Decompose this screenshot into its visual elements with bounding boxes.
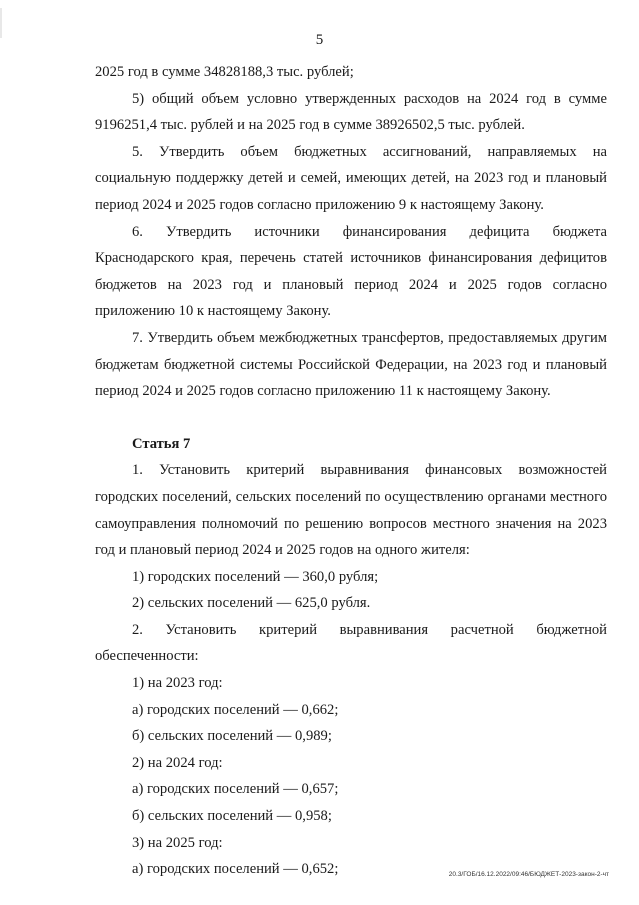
paragraph: б) сельских поселений — 0,958;: [132, 808, 332, 825]
page-number: 5: [315, 32, 324, 48]
paragraph: 2) сельских поселений — 625,0 рубля.: [132, 595, 371, 612]
body-text: [95, 59, 607, 883]
paragraph: 6. Утвердить источники финансирования дефицита бюджета Краснодарского края, перечень статей источников финансирования дефицитов бюджетов на 2023 год и плановый период 2024 и 2025 годов согласно приложению 10 к настоящему Закону.: [95, 223, 607, 320]
paragraph: 1) городских поселений — 360,0 рубля;: [132, 568, 379, 585]
paragraph: 5) общий объем условно утвержденных расходов на 2024 год в сумме 9196251,4 тыс. рублей и на 2025 год в сумме 38926502,5 тыс. рублей.: [95, 90, 607, 134]
paragraph: а) городских поселений — 0,652;: [132, 861, 339, 878]
paragraph: 2) на 2024 год:: [132, 754, 223, 771]
paragraph: 3) на 2025 год:: [132, 834, 223, 851]
paragraph: 2. Установить критерий выравнивания расчетной бюджетной обеспеченности:: [95, 621, 607, 665]
article-heading: Статья 7: [132, 435, 191, 452]
paragraph: 1. Установить критерий выравнивания финансовых возможностей городских поселений, сельских поселений по осуществлению органами местного самоуправления полномочий по решению вопросов местного значения на 2023 год и плановый период 2024 и 2025 годов на одного жителя:: [95, 462, 607, 559]
paragraph: а) городских поселений — 0,657;: [132, 781, 339, 798]
document-footer-code: 20.3/ГОБ/16.12.2022/09:46/БЮДЖЕТ-2023-закон-2-чт: [448, 871, 609, 878]
paragraph: а) городских поселений — 0,662;: [132, 701, 339, 718]
paragraph: 7. Утвердить объем межбюджетных трансфертов, предоставляемых другим бюджетам бюджетной системы Российской Федерации, на 2023 год и плановый период 2024 и 2025 годов согласно приложению 11 к настоящему Закону.: [95, 329, 607, 400]
paragraph: 5. Утвердить объем бюджетных ассигнований, направляемых на социальную поддержку детей и семей, имеющих детей, на 2023 год и плановый период 2024 и 2025 годов согласно приложению 9 к настоящему Закону.: [95, 143, 607, 213]
paragraph: 2025 год в сумме 34828188,3 тыс. рублей;: [95, 64, 354, 80]
paragraph: б) сельских поселений — 0,989;: [132, 728, 332, 745]
paragraph-spacer: [95, 405, 607, 431]
paragraph: 1) на 2023 год:: [132, 675, 223, 692]
